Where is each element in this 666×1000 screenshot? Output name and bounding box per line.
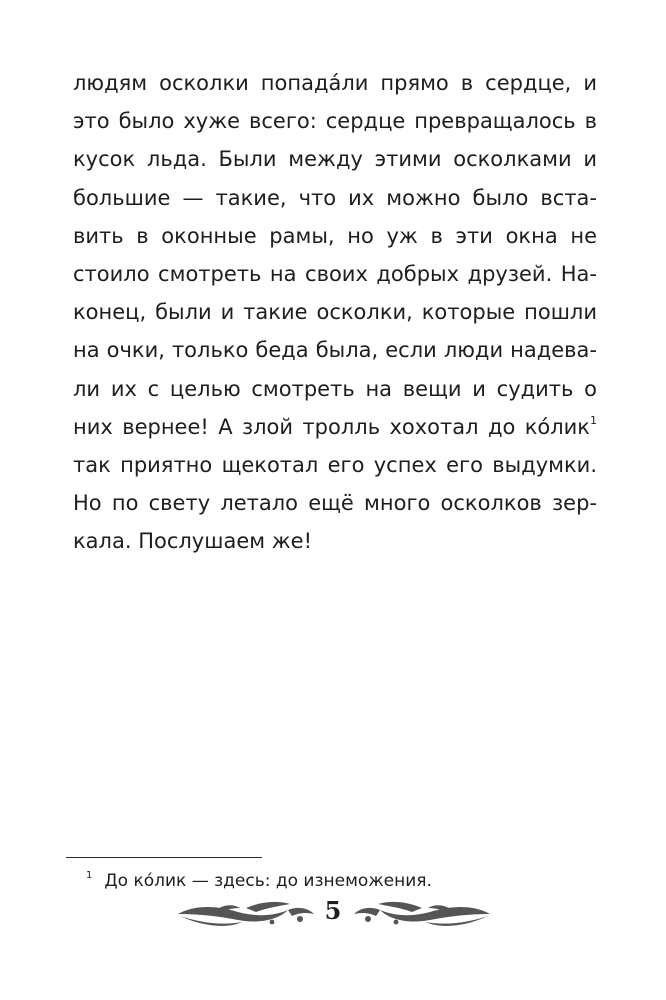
text-line-6: стоило смотреть на своих добрых друзей. На-: [73, 261, 597, 286]
text-line-10-text: них вернее! А злой тролль хохотал до ко́лик: [73, 414, 590, 439]
text-line-10: [73, 408, 597, 446]
text-line-8: на очки, только беда была, если люди надева-: [73, 338, 597, 363]
text-line-3: кусок льда. Были между этими осколками и: [73, 147, 597, 172]
left-ornament-icon: [176, 898, 316, 932]
footnote-marker: 1: [86, 870, 93, 881]
text-line-7: конец, были и такие осколки, которые пошли: [73, 300, 597, 325]
text-line-9: ли их с целью смотреть на вещи и судить о: [73, 376, 597, 401]
text-line-4: большие — такие, что их можно было вста-: [73, 185, 597, 210]
footnote: [86, 862, 432, 895]
text-line-11: так приятно щекотал его успех его выдумки.: [73, 452, 597, 477]
footnote-reference: 1: [590, 413, 597, 427]
footnote-text: До ко́лик — здесь: до изнеможения.: [104, 871, 432, 891]
text-line-13: кала. Послушаем же!: [73, 529, 313, 554]
main-text: [73, 64, 597, 560]
text-line-5: вить в оконные рамы, но уж в эти окна не: [73, 223, 597, 248]
text-line-1: людям осколки попада́ли прямо в сердце, и: [73, 71, 597, 95]
text-line-12: Но по свету летало ещё много осколков зер-: [73, 491, 597, 516]
text-line-2: это было хуже всего: сердце превращалось в: [73, 109, 597, 134]
footnote-separator: [66, 857, 262, 858]
right-ornament-icon: [352, 898, 492, 932]
page-footer: [0, 894, 666, 934]
page-number: 5: [324, 896, 342, 925]
